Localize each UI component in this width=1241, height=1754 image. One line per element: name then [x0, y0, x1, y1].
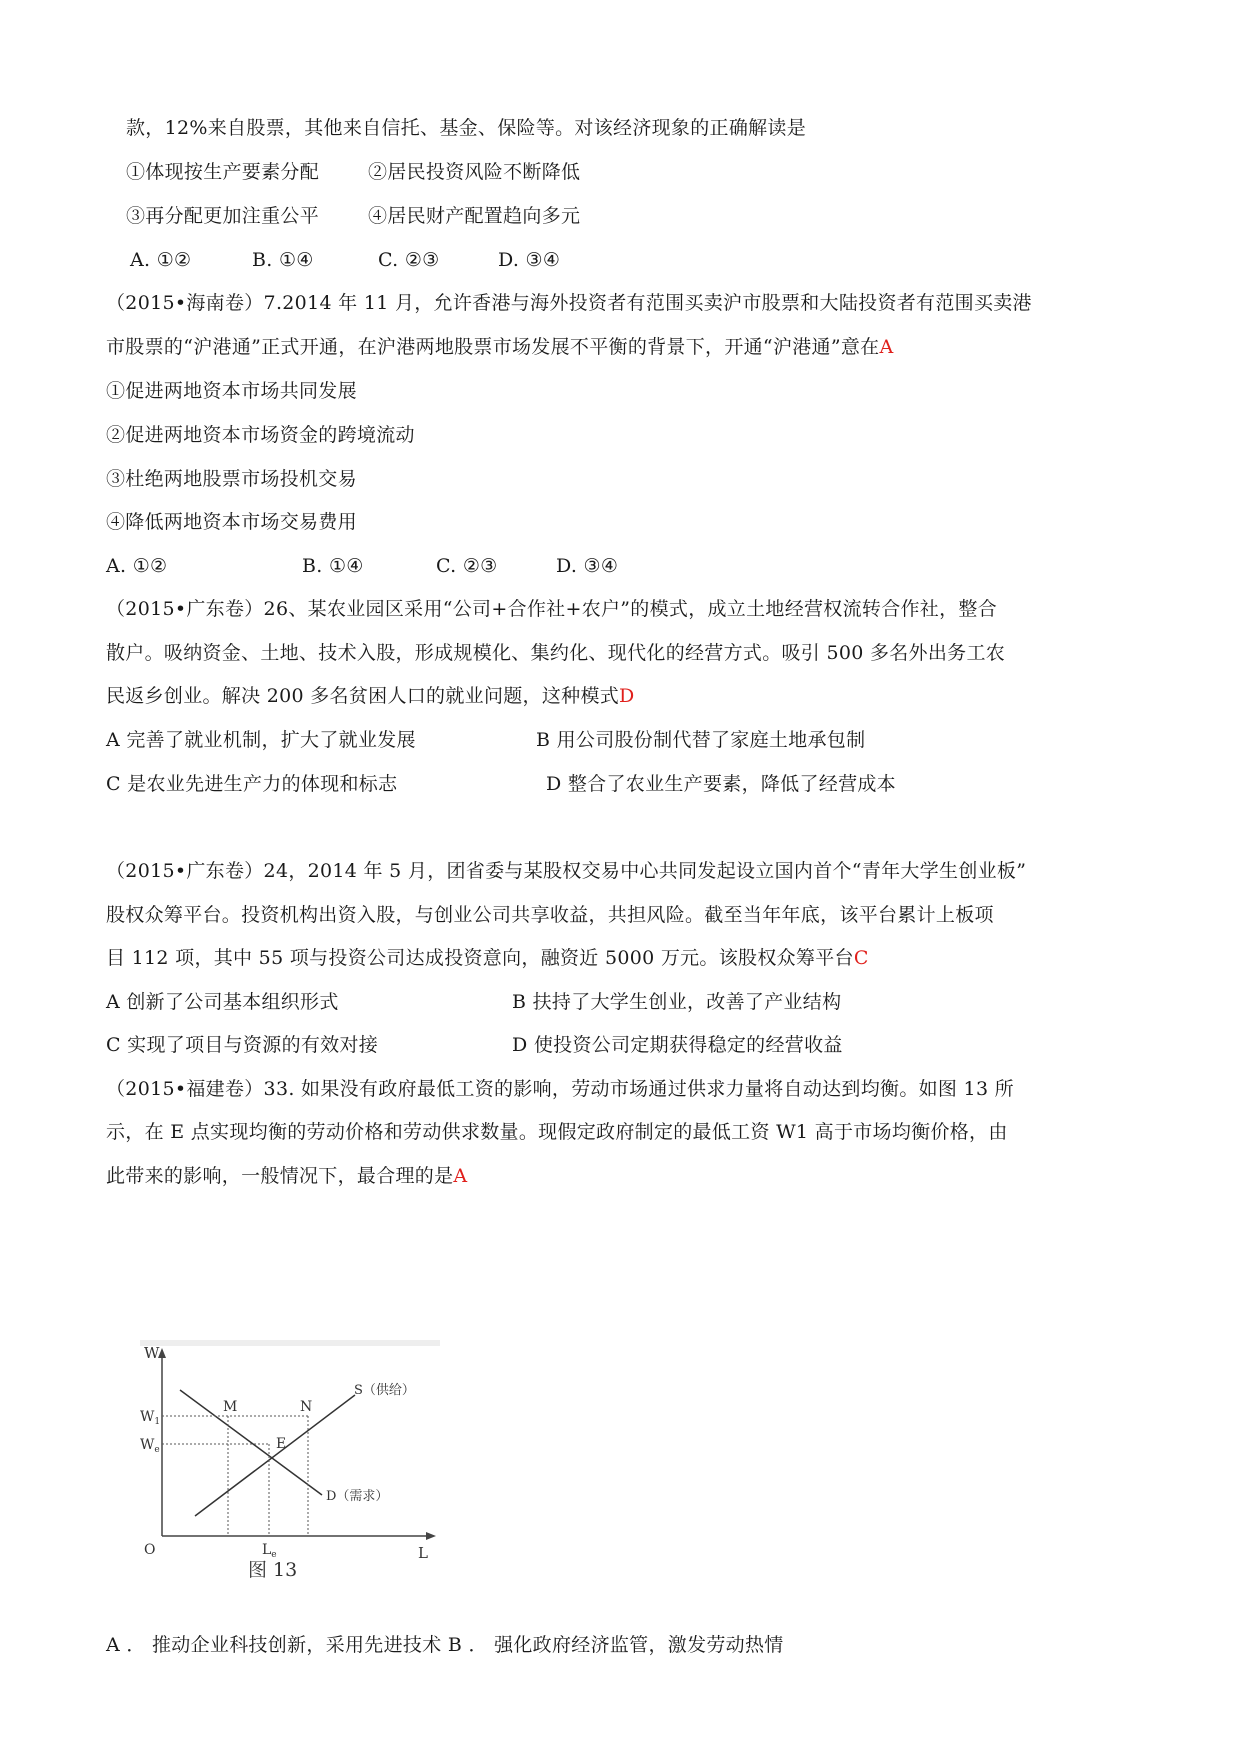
intro-option-a: A. ①② — [130, 249, 192, 271]
supply-label: S（供给） — [354, 1383, 415, 1398]
le-label — [262, 1542, 277, 1560]
intro-item-1: ①体现按生产要素分配 — [126, 161, 320, 183]
q26-line-3-text: 民返乡创业。解决 200 多名贫困人口的就业问题，这种模式 — [106, 685, 620, 707]
q24-line-2: 股权众筹平台。投资机构出资入股，与创业公司共享收益，共担风险。截至当年年底，该平台累计上板项 — [106, 904, 994, 926]
we-main: W — [140, 1437, 155, 1453]
figure-caption: 图 13 — [248, 1559, 298, 1580]
q33-options-a-b: A ． 推动企业科技创新，采用先进技术 B ． 强化政府经济监管，激发劳动热情 — [106, 1634, 784, 1656]
intro-line-1: 款，12%来自股票，其他来自信托、基金、保险等。对该经济现象的正确解读是 — [126, 117, 807, 139]
origin-label: O — [144, 1542, 156, 1558]
x-axis-label: L — [418, 1544, 428, 1562]
q7-line-2-text: 市股票的“沪港通”正式开通，在沪港两地股票市场发展不平衡的背景下，开通“沪港通”意在 — [106, 336, 880, 358]
demand-label: D（需求） — [326, 1489, 389, 1504]
point-n-label: N — [300, 1399, 313, 1415]
q7-item-4: ④降低两地资本市场交易费用 — [106, 511, 357, 533]
q7-line-2 — [106, 335, 894, 359]
q24-option-d: D 使投资公司定期获得稳定的经营收益 — [512, 1034, 843, 1056]
q26-option-d: D 整合了农业生产要素，降低了经营成本 — [546, 773, 896, 795]
w1-label — [140, 1409, 160, 1427]
q24-option-b: B 扶持了大学生创业，改善了产业结构 — [512, 991, 842, 1013]
q7-item-3: ③杜绝两地股票市场投机交易 — [106, 468, 357, 490]
q7-item-1: ①促进两地资本市场共同发展 — [106, 380, 357, 402]
q24-option-c: C 实现了项目与资源的有效对接 — [106, 1034, 379, 1056]
q26-option-c: C 是农业先进生产力的体现和标志 — [106, 773, 398, 795]
q33-line-3 — [106, 1164, 467, 1188]
q33-line-1: （2015•福建卷）33. 如果没有政府最低工资的影响，劳动市场通过供求力量将自动达到均衡。如图 13 所 — [106, 1078, 1014, 1100]
q24-line-3-text: 目 112 项，其中 55 项与投资公司达成投资意向，融资近 5000 万元。该股权众筹平台 — [106, 947, 854, 969]
intro-option-c: C. ②③ — [378, 249, 440, 271]
y-axis-label: W — [144, 1344, 160, 1362]
q33-answer: A — [453, 1165, 468, 1187]
w1-subscript: 1 — [154, 1417, 161, 1427]
figure-13-diagram — [140, 1340, 470, 1580]
q7-option-b: B. ①④ — [302, 555, 364, 577]
intro-option-b: B. ①④ — [252, 249, 314, 271]
intro-item-4: ④居民财产配置趋向多元 — [368, 205, 581, 227]
q24-option-a: A 创新了公司基本组织形式 — [106, 991, 339, 1013]
intro-item-2: ②居民投资风险不断降低 — [368, 161, 581, 183]
q24-line-3 — [106, 946, 869, 970]
q26-line-2: 散户。吸纳资金、土地、技术入股，形成规模化、集约化、现代化的经营方式。吸引 500 多名外出务工农 — [106, 642, 1006, 664]
q7-option-c: C. ②③ — [436, 555, 498, 577]
point-e-label: E — [276, 1436, 287, 1452]
x-axis-arrow — [426, 1532, 436, 1540]
q26-answer: D — [619, 685, 635, 707]
q33-line-3-text: 此带来的影响，一般情况下，最合理的是 — [106, 1165, 454, 1187]
w1-main: W — [140, 1409, 155, 1425]
scan-smudge — [140, 1340, 440, 1346]
we-label — [140, 1437, 160, 1455]
q26-option-a: A 完善了就业机制，扩大了就业发展 — [106, 729, 416, 751]
le-main: L — [262, 1542, 272, 1558]
point-m-label: M — [223, 1399, 238, 1415]
q7-item-2: ②促进两地资本市场资金的跨境流动 — [106, 424, 415, 446]
q7-answer: A — [879, 336, 894, 358]
q33-line-2: 示，在 E 点实现均衡的劳动价格和劳动供求数量。现假定政府制定的最低工资 W1 高于市场均衡价格，由 — [106, 1121, 1008, 1143]
le-subscript: e — [271, 1550, 277, 1560]
q7-line-1: （2015•海南卷）7.2014 年 11 月，允许香港与海外投资者有范围买卖沪市股票和大陆投资者有范围买卖港 — [106, 292, 1032, 314]
q26-line-3 — [106, 684, 635, 708]
q26-line-1: （2015•广东卷）26、某农业园区采用“公司+合作社+农户”的模式，成立土地经营权流转合作社，整合 — [106, 598, 998, 620]
we-subscript: e — [154, 1445, 160, 1455]
intro-option-d: D. ③④ — [498, 249, 561, 271]
q7-option-a: A. ①② — [106, 555, 168, 577]
q7-option-d: D. ③④ — [556, 555, 619, 577]
q24-line-1: （2015•广东卷）24，2014 年 5 月，团省委与某股权交易中心共同发起设立国内首个“青年大学生创业板” — [106, 860, 1027, 882]
q26-option-b: B 用公司股份制代替了家庭土地承包制 — [536, 729, 866, 751]
intro-item-3: ③再分配更加注重公平 — [126, 205, 320, 227]
q24-answer: C — [853, 947, 869, 969]
